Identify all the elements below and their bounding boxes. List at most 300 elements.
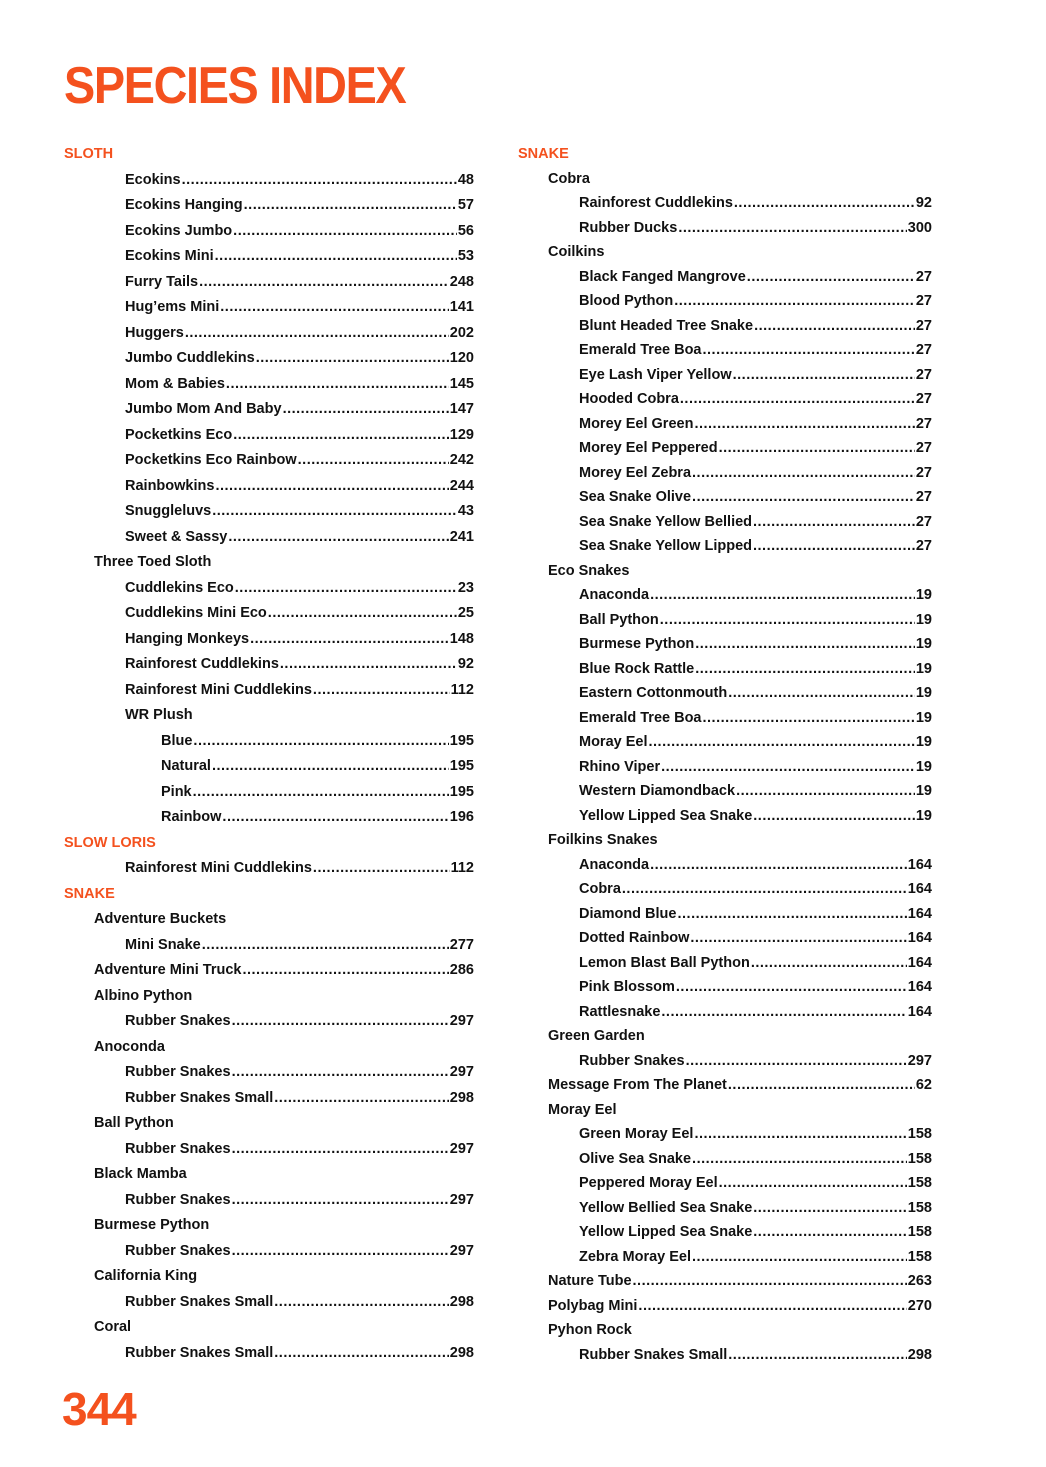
entry-label: Eastern Cottonmouth — [579, 685, 728, 701]
entry-page-number: 62 — [915, 1077, 932, 1093]
leader-dots — [649, 730, 915, 755]
entry-label: Yellow Lipped Sea Snake — [579, 807, 753, 824]
entry-page-number: 297 — [449, 1064, 474, 1080]
entry-label: Moray Eel — [579, 734, 648, 750]
leader-dots — [686, 1049, 907, 1074]
entry-label: Rainforest Cuddlekins — [579, 195, 733, 211]
leader-dots — [692, 461, 915, 486]
entry-label: Snuggleluvs — [125, 503, 212, 519]
entry-label: Anaconda — [579, 587, 650, 603]
leader-dots — [313, 856, 450, 882]
leader-dots — [222, 805, 448, 831]
entry-page-number: 298 — [449, 1089, 474, 1106]
index-entry — [518, 902, 932, 927]
right-index-column — [518, 142, 932, 1367]
index-entry — [518, 804, 932, 829]
entry-label: Ecokins Hanging — [125, 197, 243, 213]
leader-dots — [754, 314, 915, 339]
leader-dots — [692, 1147, 907, 1172]
leader-dots — [220, 295, 449, 321]
entry-label: Sea Snake Yellow Lipped — [579, 538, 752, 554]
index-entry — [64, 627, 474, 653]
index-entry — [518, 1343, 932, 1368]
leader-dots — [242, 958, 448, 984]
index-subheading: Black Mamba — [94, 1166, 187, 1182]
index-entry — [518, 412, 932, 437]
entry-page-number: 129 — [449, 426, 474, 443]
index-entry — [518, 975, 932, 1000]
entry-page-number: 112 — [450, 681, 474, 698]
entry-page-number: 19 — [915, 783, 932, 799]
index-subheading: Three Toed Sloth — [94, 554, 212, 570]
entry-page-number: 298 — [449, 1344, 474, 1361]
entry-page-number: 19 — [915, 685, 932, 701]
leader-dots — [695, 657, 915, 682]
entry-label: Olive Sea Snake — [579, 1150, 692, 1167]
category-heading: SLOTH — [64, 146, 114, 162]
entry-page-number: 19 — [915, 734, 932, 750]
leader-dots — [650, 853, 907, 878]
leader-dots — [728, 681, 915, 706]
index-subheading: Albino Python — [94, 987, 193, 1004]
index-entry — [64, 933, 474, 959]
index-entry — [518, 1147, 932, 1172]
index-subheading: Adventure Buckets — [94, 911, 227, 927]
entry-page-number: 27 — [915, 293, 932, 309]
index-entry — [518, 1245, 932, 1270]
leader-dots — [212, 499, 457, 525]
leader-dots — [753, 534, 915, 559]
entry-label: Mini Snake — [125, 936, 201, 953]
index-entry — [64, 1188, 474, 1214]
index-entry — [64, 397, 474, 423]
entry-label: Rainforest Mini Cuddlekins — [125, 860, 312, 876]
entry-label: Black Fanged Mangrove — [579, 268, 746, 285]
index-entry — [64, 499, 474, 525]
leader-dots — [753, 804, 915, 829]
index-entry — [64, 1009, 474, 1035]
index-subheading: Anoconda — [94, 1038, 165, 1055]
leader-dots — [633, 1269, 907, 1294]
leader-dots — [728, 1343, 907, 1368]
index-entry — [64, 346, 474, 372]
index-entry — [64, 525, 474, 551]
leader-dots — [734, 191, 915, 216]
entry-label: Anaconda — [579, 856, 650, 873]
index-entry — [518, 853, 932, 878]
entry-page-number: 195 — [449, 783, 474, 800]
leader-dots — [736, 779, 915, 804]
entry-label: Pocketkins Eco Rainbow — [125, 452, 297, 468]
index-subheading: WR Plush — [125, 707, 193, 723]
entry-label: Rubber Snakes — [125, 1191, 231, 1208]
entry-page-number: 120 — [449, 350, 474, 366]
index-entry — [518, 951, 932, 976]
entry-page-number: 27 — [915, 391, 932, 407]
entry-page-number: 164 — [907, 881, 932, 897]
entry-label: Rainforest Cuddlekins — [125, 656, 279, 672]
index-entry — [518, 363, 932, 388]
leader-dots — [228, 525, 448, 551]
entry-page-number: 164 — [907, 954, 932, 971]
entry-label: Cobra — [579, 881, 621, 897]
index-entry — [64, 270, 474, 296]
entry-label: Message From The Planet — [548, 1077, 727, 1093]
entry-label: Nature Tube — [548, 1273, 632, 1289]
entry-label: Hug’ems Mini — [125, 299, 220, 315]
entry-label: Emerald Tree Boa — [579, 709, 702, 726]
index-entry — [64, 805, 474, 831]
entry-label: Blue Rock Rattle — [579, 660, 695, 677]
entry-page-number: 23 — [457, 579, 474, 596]
leader-dots — [733, 363, 915, 388]
index-entry — [518, 314, 932, 339]
entry-label: Ecokins Mini — [125, 248, 214, 264]
index-subheading: Pyhon Rock — [548, 1322, 632, 1338]
entry-page-number: 19 — [915, 636, 932, 652]
entry-label: Ball Python — [579, 611, 659, 628]
index-entry — [518, 1294, 932, 1319]
entry-label: Blunt Headed Tree Snake — [579, 317, 754, 334]
entry-page-number: 158 — [907, 1248, 932, 1265]
entry-label: Pink Blossom — [579, 979, 675, 995]
index-entry — [64, 1290, 474, 1316]
entry-page-number: 244 — [449, 477, 474, 494]
entry-label: Rubber Snakes — [125, 1140, 231, 1157]
index-entry — [64, 856, 474, 882]
entry-label: Rubber Ducks — [579, 219, 678, 236]
index-entry — [518, 779, 932, 804]
entry-label: Cuddlekins Eco — [125, 579, 234, 596]
entry-page-number: 158 — [907, 1150, 932, 1167]
index-entry — [518, 338, 932, 363]
leader-dots — [719, 1171, 907, 1196]
entry-page-number: 164 — [907, 1003, 932, 1020]
entry-page-number: 27 — [915, 366, 932, 383]
index-subheading: Moray Eel — [548, 1101, 617, 1118]
entry-label: Sea Snake Yellow Bellied — [579, 513, 753, 530]
entry-label: Sea Snake Olive — [579, 489, 692, 505]
index-entry — [518, 265, 932, 290]
entry-label: Adventure Mini Truck — [94, 962, 242, 978]
entry-label: Natural — [161, 758, 211, 774]
entry-page-number: 43 — [457, 503, 474, 519]
leader-dots — [202, 933, 449, 959]
index-entry — [518, 216, 932, 241]
leader-dots — [677, 902, 906, 927]
leader-dots — [690, 926, 906, 951]
entry-label: Rattlesnake — [579, 1003, 661, 1020]
leader-dots — [676, 975, 907, 1000]
index-entry — [518, 730, 932, 755]
index-entry — [64, 321, 474, 347]
index-entry — [518, 1122, 932, 1147]
entry-label: Blood Python — [579, 293, 674, 309]
index-entry — [518, 1269, 932, 1294]
leader-dots — [753, 1220, 907, 1245]
entry-page-number: 112 — [450, 860, 474, 876]
entry-label: Diamond Blue — [579, 905, 677, 922]
entry-page-number: 164 — [907, 856, 932, 873]
entry-page-number: 300 — [907, 219, 932, 236]
leader-dots — [650, 583, 915, 608]
index-entry — [518, 289, 932, 314]
entry-label: Yellow Lipped Sea Snake — [579, 1224, 753, 1240]
leader-dots — [232, 1137, 449, 1163]
index-entry — [518, 681, 932, 706]
entry-page-number: 297 — [449, 1140, 474, 1157]
entry-label: Rainbowkins — [125, 477, 215, 494]
index-entry — [64, 1086, 474, 1112]
entry-label: Burmese Python — [579, 636, 695, 652]
entry-page-number: 164 — [907, 905, 932, 922]
leader-dots — [226, 372, 449, 398]
entry-page-number: 263 — [907, 1273, 932, 1289]
leader-dots — [313, 678, 450, 704]
entry-label: Ecokins — [125, 171, 181, 188]
page-title: SPECIES INDEX — [64, 57, 406, 115]
entry-label: Mom & Babies — [125, 375, 225, 392]
entry-page-number: 158 — [907, 1126, 932, 1142]
entry-label: Zebra Moray Eel — [579, 1248, 692, 1265]
leader-dots — [661, 755, 915, 780]
entry-label: Green Moray Eel — [579, 1126, 694, 1142]
left-index-column — [64, 142, 474, 1366]
entry-page-number: 19 — [915, 709, 932, 726]
index-entry — [518, 1220, 932, 1245]
leader-dots — [244, 193, 457, 219]
index-subheading: Green Garden — [548, 1028, 645, 1044]
entry-page-number: 27 — [915, 415, 932, 432]
entry-label: Rubber Snakes Small — [125, 1344, 274, 1361]
entry-label: Eye Lash Viper Yellow — [579, 366, 732, 383]
category-heading: SLOW LORIS — [64, 834, 156, 851]
entry-page-number: 19 — [915, 660, 932, 677]
entry-page-number: 277 — [449, 936, 474, 953]
leader-dots — [703, 338, 915, 363]
entry-label: Hanging Monkeys — [125, 630, 250, 647]
entry-page-number: 164 — [907, 930, 932, 946]
index-entry — [64, 576, 474, 602]
entry-page-number: 27 — [915, 342, 932, 358]
entry-page-number: 141 — [449, 299, 474, 315]
index-subheading: Coilkins — [548, 244, 605, 260]
entry-page-number: 297 — [907, 1052, 932, 1069]
entry-label: Rubber Snakes Small — [579, 1346, 728, 1363]
entry-label: Yellow Bellied Sea Snake — [579, 1199, 753, 1216]
entry-page-number: 27 — [915, 464, 932, 481]
entry-page-number: 158 — [907, 1175, 932, 1191]
index-entry — [64, 168, 474, 194]
entry-page-number: 241 — [449, 528, 474, 545]
entry-label: Rubber Snakes — [125, 1013, 231, 1029]
entry-page-number: 298 — [449, 1293, 474, 1310]
entry-label: Rubber Snakes Small — [125, 1089, 274, 1106]
leader-dots — [256, 346, 449, 372]
leader-dots — [678, 216, 906, 241]
entry-label: Furry Tails — [125, 273, 199, 290]
entry-label: Hooded Cobra — [579, 391, 679, 407]
entry-label: Rainforest Mini Cuddlekins — [125, 681, 312, 698]
entry-page-number: 158 — [907, 1224, 932, 1240]
entry-label: Peppered Moray Eel — [579, 1175, 718, 1191]
page-number: 344 — [62, 1383, 136, 1435]
index-entry — [64, 958, 474, 984]
entry-page-number: 19 — [915, 611, 932, 628]
entry-page-number: 25 — [457, 605, 474, 621]
leader-dots — [694, 412, 914, 437]
index-subheading: Cobra — [548, 170, 590, 187]
entry-label: Rubber Snakes Small — [125, 1293, 274, 1310]
leader-dots — [182, 168, 457, 194]
entry-label: Pink — [161, 783, 192, 800]
entry-label: Polybag Mini — [548, 1297, 638, 1314]
index-entry — [64, 729, 474, 755]
index-entry — [64, 1137, 474, 1163]
index-entry — [518, 461, 932, 486]
leader-dots — [274, 1290, 449, 1316]
index-entry — [64, 193, 474, 219]
entry-page-number: 92 — [915, 195, 932, 211]
entry-label: Ecokins Jumbo — [125, 222, 233, 239]
entry-page-number: 248 — [449, 273, 474, 290]
index-subheading: Foilkins Snakes — [548, 832, 658, 848]
entry-label: Blue — [161, 732, 193, 749]
index-entry — [64, 1239, 474, 1265]
leader-dots — [680, 387, 915, 412]
leader-dots — [283, 397, 449, 423]
leader-dots — [753, 1196, 907, 1221]
entry-page-number: 57 — [457, 197, 474, 213]
leader-dots — [199, 270, 449, 296]
index-entry — [64, 754, 474, 780]
entry-page-number: 270 — [907, 1297, 932, 1314]
leader-dots — [235, 576, 457, 602]
index-entry — [64, 1060, 474, 1086]
entry-label: Jumbo Mom And Baby — [125, 401, 282, 417]
entry-page-number: 19 — [915, 807, 932, 824]
leader-dots — [215, 474, 448, 500]
index-subheading: California King — [94, 1268, 198, 1284]
index-entry — [518, 534, 932, 559]
leader-dots — [233, 219, 457, 245]
leader-dots — [719, 436, 915, 461]
entry-label: Dotted Rainbow — [579, 930, 690, 946]
entry-label: Western Diamondback — [579, 783, 736, 799]
entry-page-number: 297 — [449, 1013, 474, 1029]
entry-page-number: 286 — [449, 962, 474, 978]
index-entry — [518, 387, 932, 412]
entry-page-number: 147 — [449, 401, 474, 417]
entry-page-number: 27 — [915, 489, 932, 505]
entry-page-number: 195 — [449, 758, 474, 774]
leader-dots — [274, 1086, 449, 1112]
entry-label: Emerald Tree Boa — [579, 342, 702, 358]
index-entry — [518, 485, 932, 510]
entry-page-number: 48 — [457, 171, 474, 188]
entry-page-number: 53 — [457, 248, 474, 264]
index-entry — [518, 877, 932, 902]
leader-dots — [268, 601, 457, 627]
leader-dots — [751, 951, 907, 976]
entry-page-number: 27 — [915, 268, 932, 285]
index-entry — [518, 608, 932, 633]
index-entry — [518, 1049, 932, 1074]
entry-page-number: 196 — [449, 809, 474, 825]
index-subheading: Eco Snakes — [548, 562, 630, 579]
index-entry — [518, 1073, 932, 1098]
category-heading: SNAKE — [64, 885, 115, 902]
leader-dots — [692, 485, 915, 510]
leader-dots — [250, 627, 449, 653]
index-entry — [64, 1341, 474, 1367]
entry-label: Cuddlekins Mini Eco — [125, 605, 267, 621]
leader-dots — [747, 265, 915, 290]
index-entry — [64, 219, 474, 245]
leader-dots — [660, 608, 915, 633]
category-heading: SNAKE — [518, 146, 569, 162]
entry-label: Rainbow — [161, 809, 222, 825]
leader-dots — [232, 1188, 449, 1214]
entry-page-number: 158 — [907, 1199, 932, 1216]
leader-dots — [232, 1239, 449, 1265]
index-subheading: Coral — [94, 1319, 132, 1335]
leader-dots — [692, 1245, 907, 1270]
index-entry — [518, 583, 932, 608]
index-entry — [518, 1171, 932, 1196]
entry-label: Sweet & Sassy — [125, 528, 228, 545]
entry-page-number: 145 — [449, 375, 474, 392]
index-entry — [518, 1000, 932, 1025]
index-subheading: Burmese Python — [94, 1217, 210, 1233]
leader-dots — [661, 1000, 906, 1025]
index-entry — [64, 372, 474, 398]
index-entry — [64, 423, 474, 449]
leader-dots — [695, 632, 915, 657]
entry-page-number: 56 — [457, 222, 474, 239]
leader-dots — [703, 706, 915, 731]
entry-page-number: 27 — [915, 513, 932, 530]
index-entry — [518, 632, 932, 657]
leader-dots — [185, 321, 449, 347]
leader-dots — [674, 289, 915, 314]
entry-page-number: 242 — [449, 452, 474, 468]
leader-dots — [274, 1341, 449, 1367]
entry-label: Jumbo Cuddlekins — [125, 350, 255, 366]
entry-label: Morey Eel Green — [579, 415, 694, 432]
entry-page-number: 19 — [915, 587, 932, 603]
index-entry — [518, 436, 932, 461]
leader-dots — [232, 1060, 449, 1086]
entry-label: Rubber Snakes — [125, 1242, 231, 1259]
entry-label: Morey Eel Zebra — [579, 464, 692, 481]
entry-page-number: 27 — [915, 440, 932, 456]
entry-label: Rubber Snakes — [125, 1064, 231, 1080]
entry-label: Rubber Snakes — [579, 1052, 685, 1069]
entry-label: Rhino Viper — [579, 758, 661, 775]
entry-page-number: 19 — [915, 758, 932, 775]
leader-dots — [233, 423, 449, 449]
index-entry — [64, 652, 474, 678]
leader-dots — [193, 780, 449, 806]
entry-page-number: 297 — [449, 1242, 474, 1259]
leader-dots — [232, 1009, 449, 1035]
index-entry — [518, 1196, 932, 1221]
index-entry — [64, 295, 474, 321]
leader-dots — [622, 877, 907, 902]
leader-dots — [280, 652, 457, 678]
entry-label: Pocketkins Eco — [125, 426, 233, 443]
